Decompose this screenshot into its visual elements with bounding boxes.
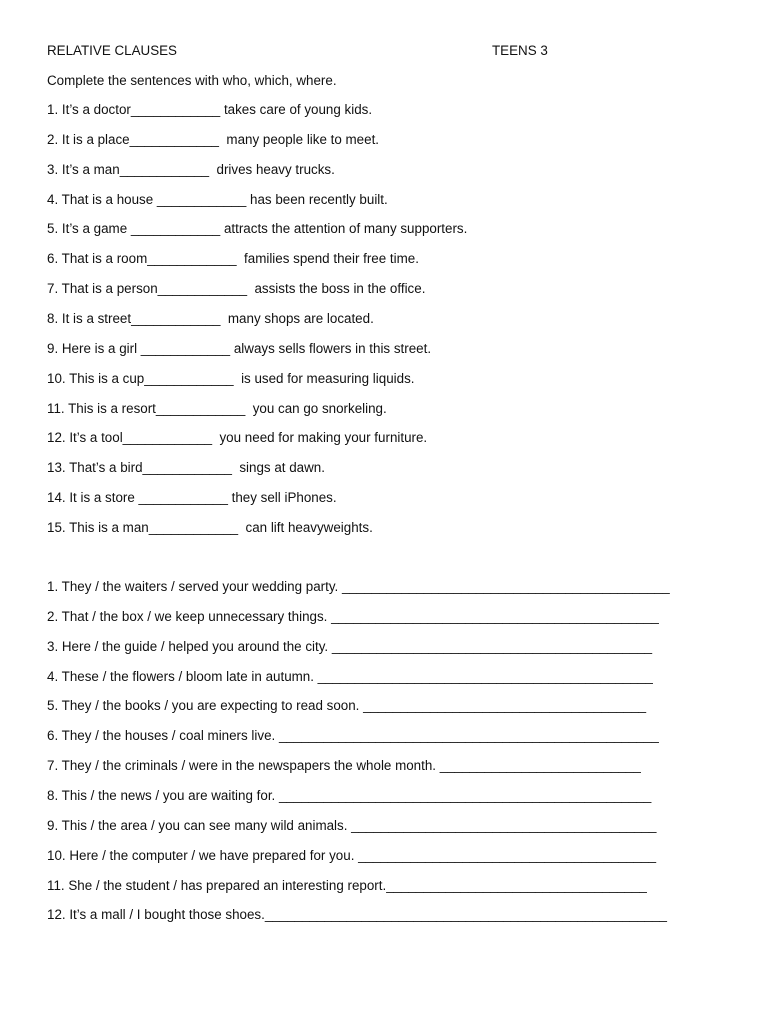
combine-sentence: 5. They / the books / you are expecting to read soon. ______________________________________ [47, 698, 647, 714]
fill-in-sentence: 1. It’s a doctor____________ takes care of young kids. [47, 102, 373, 117]
fill-in-sentence: 4. That is a house ____________ has been recently built. [47, 191, 388, 207]
combine-sentence: 1. They / the waiters / served your wedding party. ____________________________________________ [47, 579, 670, 594]
combine-sentence: 10. Here / the computer / we have prepared for you. ________________________________________ [47, 847, 657, 863]
fill-in-sentence: 2. It is a place____________ many people like to meet. [47, 131, 380, 147]
worksheet-title: RELATIVE CLAUSES [47, 43, 177, 58]
combine-sentence: 6. They / the houses / coal miners live. ___________________________________________________ [47, 728, 659, 744]
combine-sentence: 4. These / the flowers / bloom late in autumn. _____________________________________________ [47, 668, 653, 684]
combine-sentence: 12. It’s a mall / I bought those shoes.______________________________________________________ [47, 907, 668, 923]
fill-in-sentence: 11. This is a resort____________ you can go snorkeling. [47, 400, 387, 416]
worksheet-header [47, 43, 727, 61]
fill-in-sentence: 9. Here is a girl ____________ always sells flowers in this street. [47, 340, 432, 356]
fill-in-sentence: 8. It is a street____________ many shops are located. [47, 310, 374, 326]
fill-in-sentence: 10. This is a cup____________ is used for measuring liquids. [47, 370, 415, 386]
combine-sentence: 3. Here / the guide / helped you around the city. ___________________________________________ [47, 638, 653, 654]
fill-in-sentence: 15. This is a man____________ can lift heavyweights. [47, 519, 373, 535]
fill-in-sentence: 14. It is a store ____________ they sell iPhones. [47, 490, 337, 506]
fill-in-sentence: 7. That is a person____________ assists the boss in the office. [47, 281, 426, 297]
instructions: Complete the sentences with who, which, where. [47, 73, 337, 88]
fill-in-sentence: 3. It’s a man____________ drives heavy trucks. [47, 161, 335, 177]
combine-sentence: 11. She / the student / has prepared an interesting report.___________________________________ [47, 877, 647, 893]
combine-sentence: 9. This / the area / you can see many wild animals. _________________________________________ [47, 817, 657, 833]
combine-sentence: 7. They / the criminals / were in the newspapers the whole month. ___________________________ [47, 758, 641, 774]
combine-sentence: 2. That / the box / we keep unnecessary things. ____________________________________________ [47, 608, 659, 624]
fill-in-sentence: 13. That’s a bird____________ sings at dawn. [47, 460, 325, 476]
fill-in-sentence: 12. It’s a tool____________ you need for making your furniture. [47, 430, 428, 446]
combine-sentence: 8. This / the news / you are waiting for. __________________________________________________ [47, 787, 652, 803]
fill-in-sentence: 6. That is a room____________ families spend their free time. [47, 251, 419, 267]
course-level: TEENS 3 [492, 43, 548, 58]
fill-in-sentence: 5. It’s a game ____________ attracts the attention of many supporters. [47, 221, 468, 237]
